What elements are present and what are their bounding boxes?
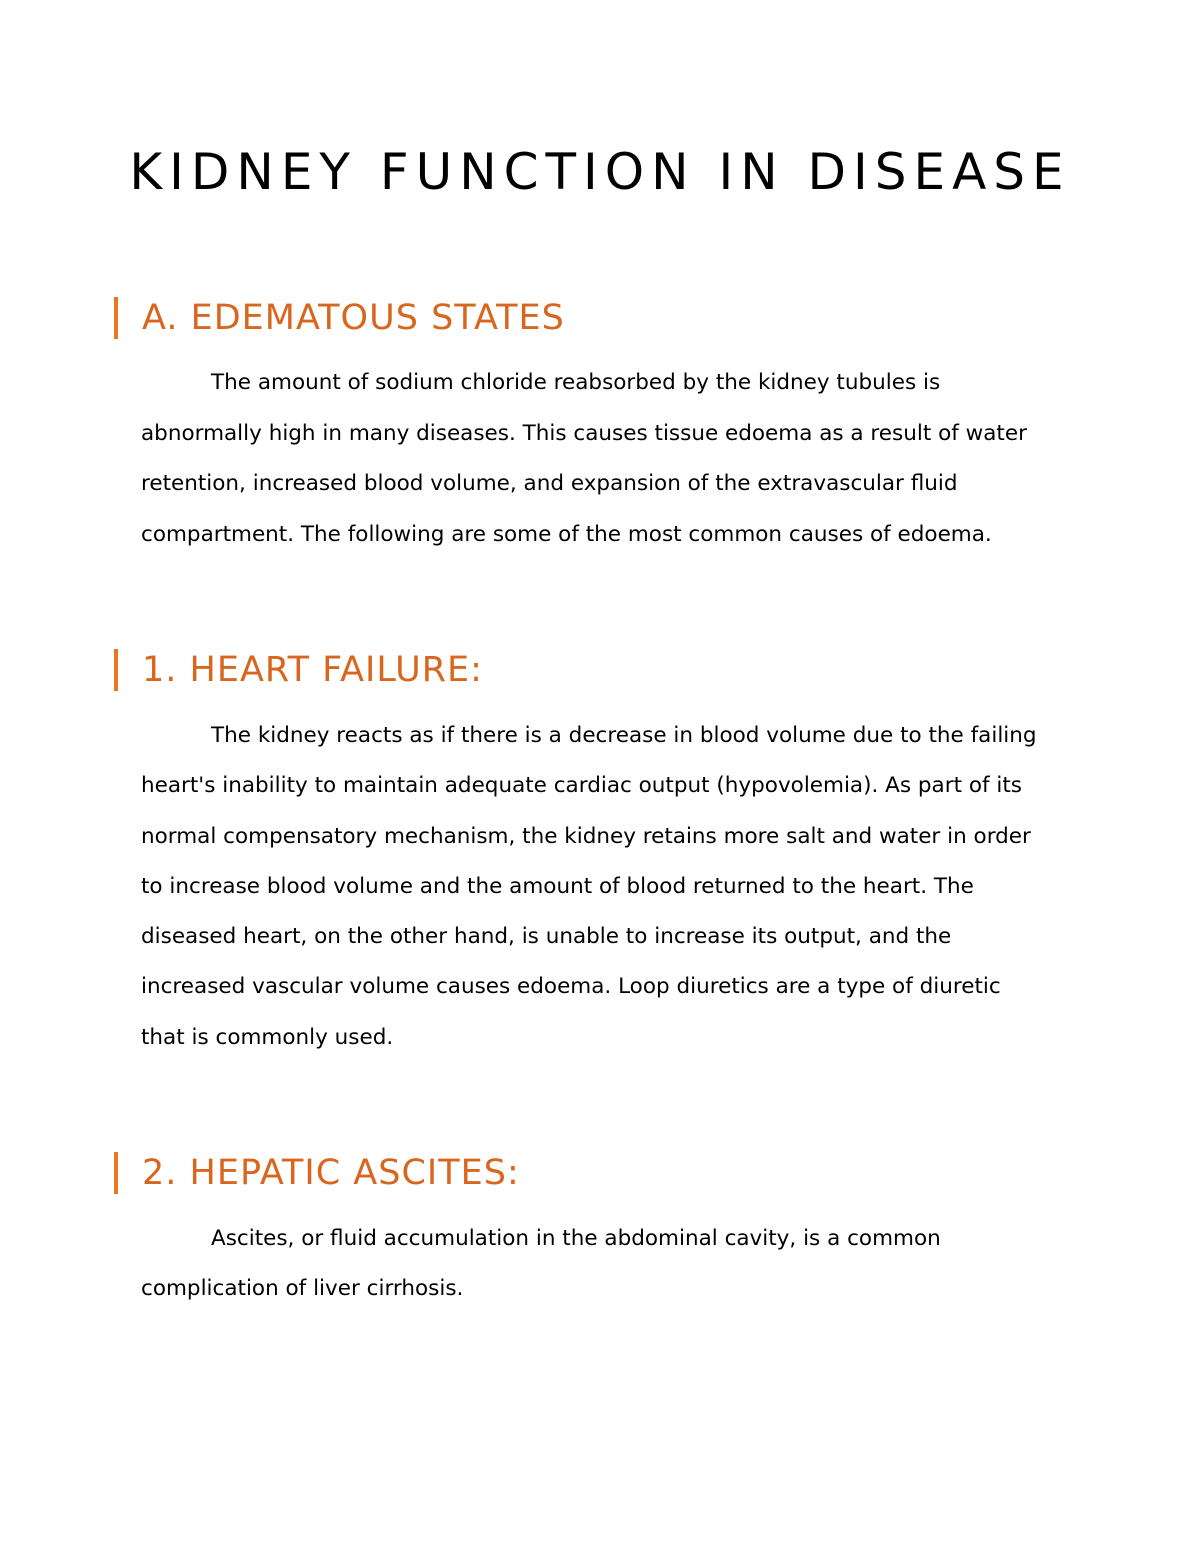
heading-accent-bar [114, 297, 118, 339]
heading-accent-bar [114, 649, 118, 691]
paragraph-line: increased vascular volume causes edoema. Loop diuretics are a type of diuretic [141, 974, 1001, 999]
paragraph-line: The amount of sodium chloride reabsorbed by the kidney tubules is [211, 370, 941, 395]
section-heading-text: A. EDEMATOUS STATES [142, 298, 565, 338]
paragraph-line: heart's inability to maintain adequate cardiac output (hypovolemia). As part of its [141, 773, 1022, 798]
heading-accent-bar [114, 1152, 118, 1194]
paragraph-line: abnormally high in many diseases. This causes tissue edoema as a result of water [141, 421, 1027, 446]
paragraph-line: complication of liver cirrhosis. [141, 1276, 464, 1301]
paragraph-line: Ascites, or fluid accumulation in the abdominal cavity, is a common [211, 1226, 941, 1251]
paragraph-line: that is commonly used. [141, 1025, 394, 1050]
paragraph-line: diseased heart, on the other hand, is unable to increase its output, and the [141, 924, 952, 949]
paragraph-line: to increase blood volume and the amount of blood returned to the heart. The [141, 874, 974, 899]
paragraph-line: normal compensatory mechanism, the kidney retains more salt and water in order [141, 824, 1031, 849]
paragraph-line: The kidney reacts as if there is a decrease in blood volume due to the failing [211, 723, 1037, 748]
section-heading-text: 1. HEART FAILURE: [142, 650, 483, 690]
paragraph-line: retention, increased blood volume, and expansion of the extravascular fluid [141, 471, 958, 496]
page-title: KIDNEY FUNCTION IN DISEASE [129, 143, 1071, 201]
paragraph-line: compartment. The following are some of the most common causes of edoema. [141, 522, 992, 547]
section-heading-text: 2. HEPATIC ASCITES: [142, 1153, 520, 1193]
